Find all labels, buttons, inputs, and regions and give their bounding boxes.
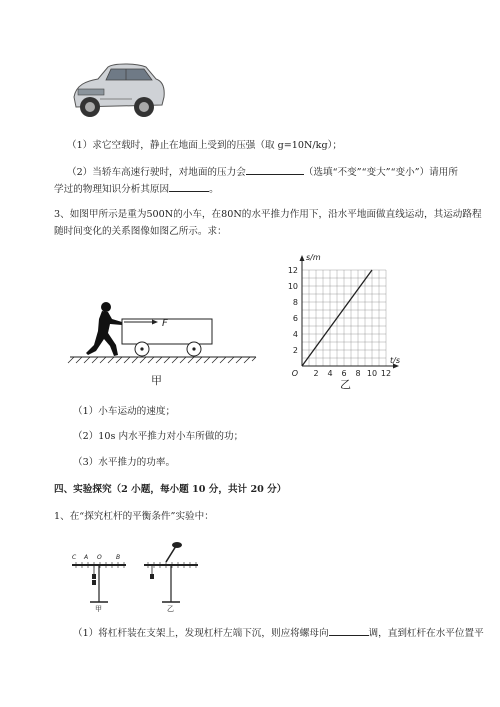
section4-q1-sub1-text-a: （1）将杠杆装在支架上，发现杠杆左端下沉，则应将螺母向 <box>73 628 329 639</box>
x-axis-label: t/s <box>390 356 400 365</box>
lever-figure <box>66 540 206 612</box>
lever-caption-jia: 甲 <box>95 605 102 612</box>
lever-caption-yi: 乙 <box>167 605 174 612</box>
y-tick-label: 12 <box>287 266 298 275</box>
force-label: F <box>162 318 168 329</box>
section4-q1-sub1 <box>73 625 484 641</box>
y-tick-label: 4 <box>292 330 298 339</box>
figure-jia <box>66 295 266 390</box>
origin-label: O <box>291 369 298 378</box>
q3-sub3: （3）水平推力的功率。 <box>73 457 176 468</box>
prev-sub2-line1 <box>67 164 458 180</box>
x-tick-label: 4 <box>327 369 333 378</box>
q3-line1: 3、如图甲所示是重为500N的小车，在80N的水平推力作用下，沿水平地面做直线运动，其运动路程 <box>54 209 482 220</box>
x-tick-label: 10 <box>366 369 378 378</box>
prev-sub2-text-c: 学过的物理知识分析其原因 <box>54 184 170 195</box>
lever-label-b: B <box>116 554 121 561</box>
lever-label-c: C <box>72 554 77 561</box>
prev-sub2-line2 <box>54 181 219 197</box>
y-tick-label: 8 <box>292 298 298 307</box>
x-tick-label: 6 <box>341 369 347 378</box>
section4-heading: 四、实验探究（2 小题，每小题 10 分，共计 20 分） <box>54 484 287 495</box>
figure-jia-caption: 甲 <box>151 374 162 387</box>
section4-q1-intro: 1、在“探究杠杆的平衡条件”实验中： <box>54 511 214 522</box>
q3-sub2: （2）10s 内水平推力对小车所做的功； <box>73 431 244 442</box>
q3-sub1: （1）小车运动的速度； <box>73 406 176 417</box>
prev-sub2-text-a: （2）当轿车高速行驶时，对地面的压力会 <box>67 167 246 178</box>
y-tick-label: 2 <box>292 346 298 355</box>
y-tick-label: 6 <box>292 314 298 323</box>
lever-label-o: O <box>97 554 102 561</box>
y-tick-label: 10 <box>287 282 298 291</box>
answer-blank <box>246 164 304 175</box>
st-chart <box>278 250 418 390</box>
answer-blank <box>169 181 209 192</box>
section4-q1-sub1-text-b: 调，直到杠杆在水平位置平 <box>368 628 484 639</box>
x-tick-label: 2 <box>313 369 319 378</box>
x-tick-label: 12 <box>380 369 392 378</box>
y-axis-arrow <box>300 255 305 261</box>
car-image <box>66 55 166 125</box>
lever-label-a: A <box>84 554 89 561</box>
q3-line2: 随时间变化的关系图像如图乙所示。求： <box>54 226 227 237</box>
y-axis-label: s/m <box>306 253 321 262</box>
prev-sub2-text-d: 。 <box>209 184 219 195</box>
prev-sub1: （1）求它空载时，静止在地面上受到的压强（取 g=10N/kg）； <box>67 140 342 151</box>
prev-sub2-text-b: （选填“不变”“变大”“变小”）请用所 <box>303 167 458 178</box>
x-tick-label: 8 <box>355 369 361 378</box>
chart-caption: 乙 <box>340 378 351 390</box>
answer-blank <box>329 625 369 636</box>
